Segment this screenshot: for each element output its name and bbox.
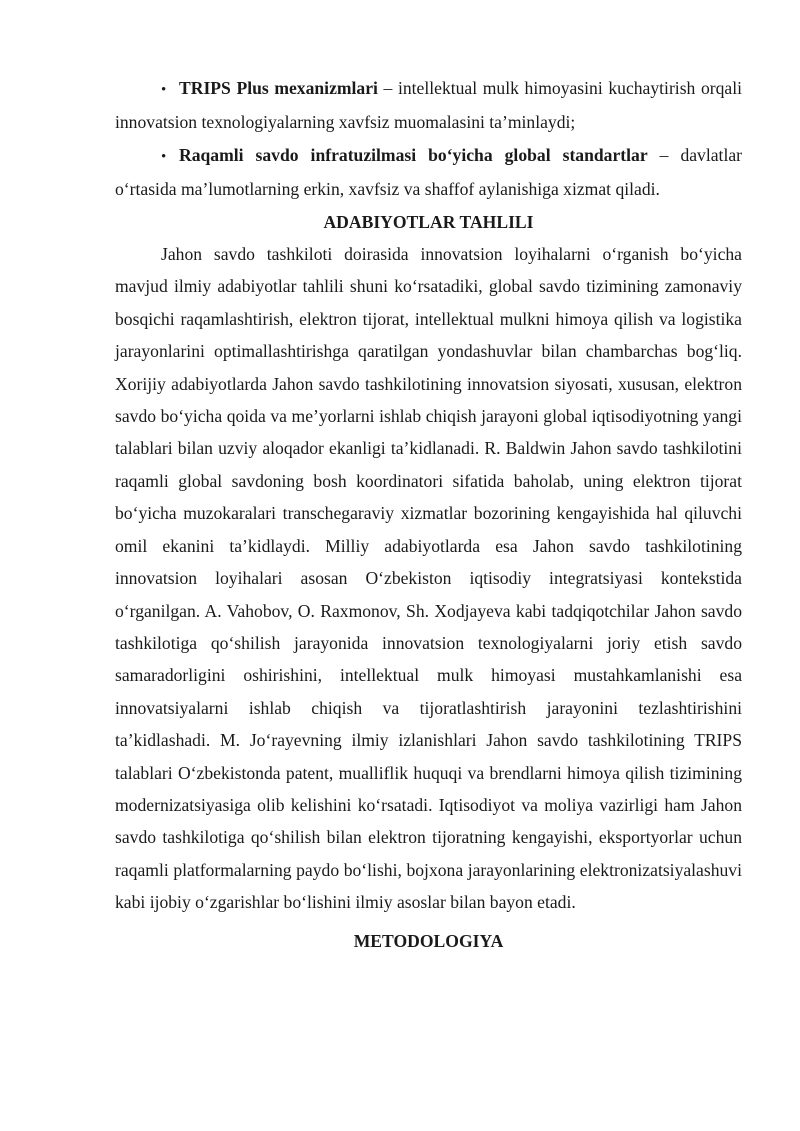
document-page [115, 72, 742, 957]
bullet-description: – intellektual mulk himoyasini kuchaytirish orqali innovatsion texnologiyalarning xavfsiz muomalasini ta’minlaydi; [115, 78, 742, 133]
bullet-dot-icon: • [161, 82, 167, 98]
bullet-term: TRIPS Plus mexanizmlari [179, 78, 378, 98]
bullet-term: Raqamli savdo infratuzilmasi bo‘yicha global standartlar [179, 144, 648, 165]
bullet-item-trips-plus [115, 72, 742, 139]
section-heading-methodology: METODOLOGIYA [353, 930, 504, 951]
bullet-description: – davlatlar o‘rtasida ma’lumotlarning erkin, xavfsiz va shaffof aylanishiga xizmat qiladi. [115, 144, 742, 200]
section-heading-literature-review: ADABIYOTLAR TAHLILI [323, 211, 534, 232]
bullet-dot-icon: • [161, 148, 167, 165]
literature-review-paragraph: Jahon savdo tashkiloti doirasida innovatsion loyihalarni o‘rganish bo‘yicha mavjud ilmiy adabiyotlar tahlili shuni ko‘rsatadiki, global savdo tizimining zamonaviy bosqichi raqamlashtirish, elektron tijorat, intellektual mulkni himoya qilish va logistika jarayonlarini optimallashtirishga qaratilgan yondashuvlar bilan chambarchas bog‘liq. Xorijiy adabiyotlarda Jahon savdo tashkilotining innovatsion siyosati, xususan, elektron savdo bo‘yicha qoida va me’yorlarni ishlab chiqish jarayoni global iqtisodiyotning yangi talablari bilan uzviy aloqador ekanligi ta’kidlanadi. R. Baldwin Jahon savdo tashkilotini raqamli global savdoning bosh koordinatori sifatida baholab, uning elektron tijorat bo‘yicha muzokaralari transchegaraviy xizmatlar bozorining kengayishida hal qiluvchi omil ekanini ta’kidlaydi. Milliy adabiyotlarda esa Jahon savdo tashkilotining innovatsion loyihalari asosan O‘zbekiston iqtisodiy integratsiyasi kontekstida o‘rganilgan. A. Vahobov, O. Raxmonov, Sh. Xodjayeva kabi tadqiqotchilar Jahon savdo tashkilotiga qo‘shilish jarayonida innovatsion texnologiyalarni joriy etish savdo samaradorligini oshirishini, intellektual mulk himoyasi mustahkamlanishi esa innovatsiyalarni ishlab chiqish va tijoratlashtirish jarayonini tezlashtirishini ta’kidlashadi. M. Jo‘rayevning ilmiy izlanishlari Jahon savdo tashkilotining TRIPS talablari O‘zbekistonda patent, mualliflik huquqi va brendlarni himoya qilish tizimining modernizatsiyasiga olib kelishini ko‘rsatadi. Iqtisodiyot va moliya vazirligi ham Jahon savdo tashkilotiga qo‘shilish bilan elektron tijoratning kengayishi, eksportyorlar uchun raqamli platformalarning paydo bo‘lishi, bojxona jarayonlarining elektronizatsiyalashuvi kabi ijobiy o‘zgarishlar bo‘lishini ilmiy asoslar bilan bayon etadi. [115, 244, 742, 913]
bullet-item-digital-trade [115, 139, 742, 206]
